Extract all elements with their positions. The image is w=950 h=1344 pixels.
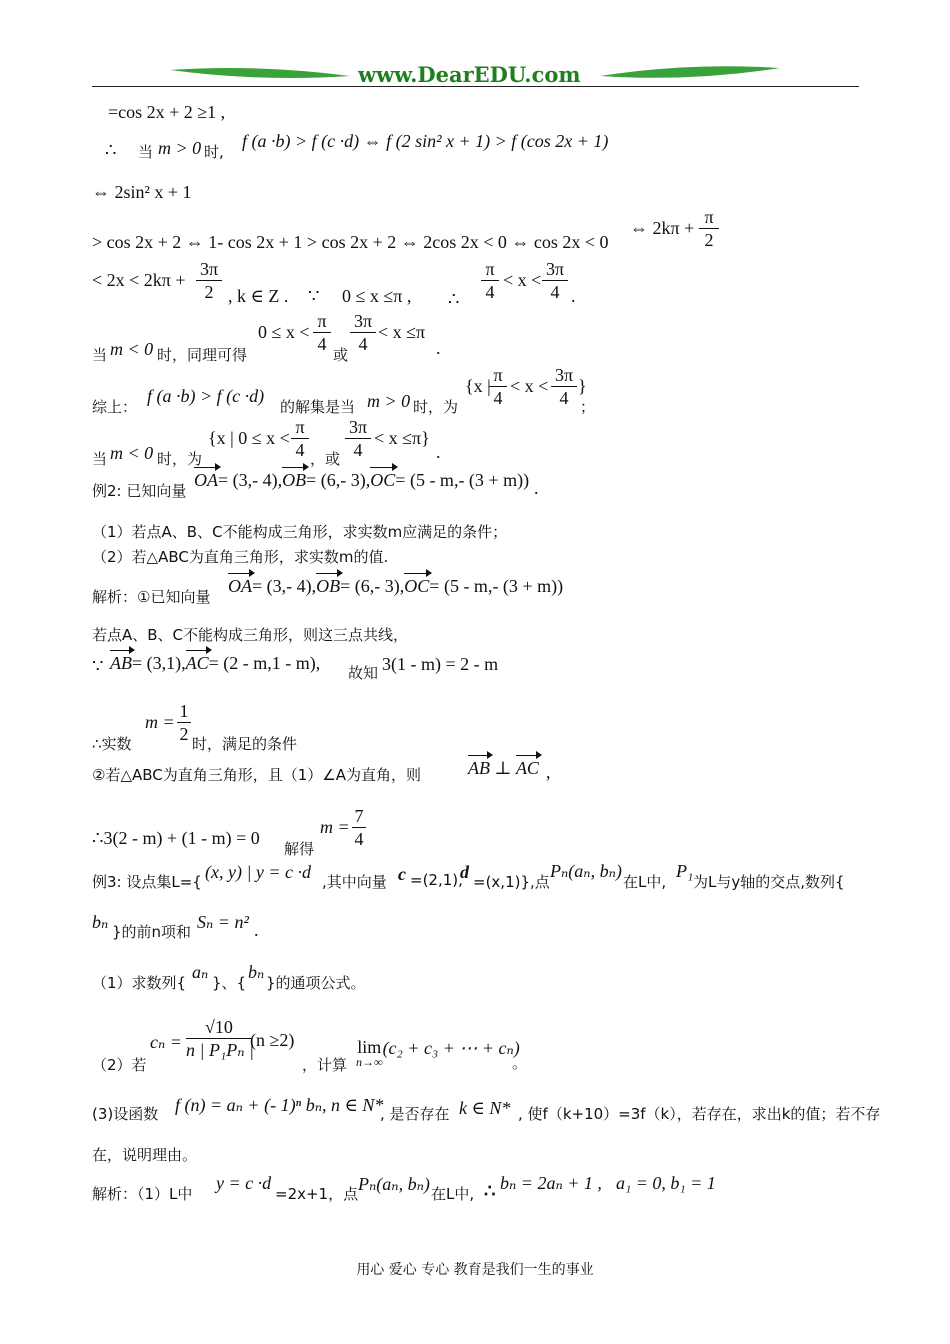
inequality-f: f (a ·b) > f (c ·d) ⇔ f (2 sin² x + 1) > f (cos 2x + 1) <box>242 131 609 151</box>
text-jiaodian: 为L与y轴的交点,数列{ <box>693 873 845 891</box>
set-open-2: {x | 0 ≤ x < <box>208 428 290 448</box>
text-zaiL: 在L中, <box>623 873 667 891</box>
text-tongli: 时，同理可得 <box>157 346 248 364</box>
text-jieji: 的解集是当 <box>280 398 356 416</box>
text-qiann: }的前n项和 <box>112 923 192 941</box>
point-Pn: Pₙ(aₙ, bₙ) <box>550 861 622 881</box>
solution-3-e: 在L中, <box>431 1185 475 1203</box>
ab-perp-ac: AB ⊥ AC <box>468 758 539 778</box>
m-gt-0: m > 0 <box>158 138 202 158</box>
frac-1-2: $\frac{1}{2}$ <box>177 700 191 745</box>
limit: lim n→∞ (c₂ + c₃ + ⋯ + cₙ) <box>356 1037 520 1069</box>
part-1-a: （1）求数列{ <box>92 974 187 992</box>
example-2-vectors: OA= (3,- 4),OB= (6,- 3),OC= (5 - m,- (3 + m)) <box>194 470 530 490</box>
solution-3-c: =2x+1，点 <box>275 1185 359 1203</box>
vector-d: d <box>460 862 469 882</box>
text-huo-2: ，或 <box>310 450 341 468</box>
frac-pi-4: $\frac{\pi}{4}$ <box>481 258 499 303</box>
lt-x-lt: < x < <box>503 270 542 290</box>
text-manzu: 时，满足的条件 <box>192 735 298 753</box>
line-3: ⇔ 2sin² x + 1 <box>92 182 192 202</box>
part-2-a: （2）若 <box>92 1056 147 1074</box>
solution-intro: 解析：①已知向量 <box>92 588 211 606</box>
therefore-symbol-3: ∴ <box>484 1181 496 1201</box>
frac-7-4: $\frac{7}{4}$ <box>352 805 366 850</box>
lt-x-le-pi: < x ≤π <box>378 322 426 342</box>
point-P1: P₁ <box>676 861 694 881</box>
part-1-b: }、{ <box>212 974 247 992</box>
line-5b: , k ∈ Z . <box>228 286 289 306</box>
text-jisuan: ，计算 <box>302 1056 348 1074</box>
set-open: {x | <box>465 376 491 396</box>
n-geq-2: (n ≥2) <box>250 1030 295 1050</box>
sn-eq: Sₙ = n² <box>197 912 249 932</box>
part-3-c: , 是否存在 <box>380 1105 450 1123</box>
frac-pi-4-c: $\frac{\pi}{4}$ <box>489 364 507 409</box>
equation-2: ∴3(2 - m) + (1 - m) = 0 <box>92 828 260 848</box>
set-close: } <box>578 376 587 396</box>
period-3: . <box>436 442 441 462</box>
frac-pi-4-d: $\frac{\pi}{4}$ <box>291 416 309 461</box>
part-3-e: , 使f（k+10）=3f（k），若存在，求出k的值；若不存 <box>518 1105 881 1123</box>
line-4b: ⇔ 2kπ + <box>630 218 695 238</box>
question-2: （2）若△ABC为直角三角形，求实数m的值. <box>92 548 389 566</box>
collinear-text: 若点A、B、C不能构成三角形，则这三点共线， <box>92 626 409 644</box>
text-huo: 或 <box>333 346 349 364</box>
frac-3pi-4-c: $\frac{3\pi}{4}$ <box>551 364 577 409</box>
k-in-N: k ∈ N* <box>459 1098 511 1118</box>
therefore-symbol: ∴ <box>105 140 117 160</box>
m-equals: m = <box>145 712 175 732</box>
period-2: . <box>436 338 441 358</box>
header-rule <box>92 86 859 87</box>
bn-symbol: bₙ <box>92 912 109 932</box>
text-shi: 时, <box>204 143 224 161</box>
comma: , <box>546 762 551 782</box>
text-dang-3: 当 <box>92 450 108 468</box>
line-5d: 0 ≤ x ≤π , <box>342 286 412 306</box>
text-shi-wei: 时，为 <box>413 398 459 416</box>
vector-c: c <box>398 864 406 884</box>
part-3-f: 在，说明理由。 <box>92 1146 198 1164</box>
frac-3pi-4-b: $\frac{3\pi}{4}$ <box>350 310 376 355</box>
text-zongshang: 综上： <box>92 398 138 416</box>
question-1: （1）若点A、B、C不能构成三角形，求实数m应满足的条件； <box>92 523 508 541</box>
solution-3-a: 解析：（1）L中 <box>92 1185 193 1203</box>
frac-3pi-4: $\frac{3\pi}{4}$ <box>542 258 568 303</box>
f-ab-cd: f (a ·b) > f (c ·d) <box>147 386 265 406</box>
vector-OA: OA <box>194 470 218 490</box>
part-3-a: (3)设函数 <box>92 1105 159 1123</box>
example-3-intro: 例3: 设点集L={ <box>92 873 202 891</box>
part-1-c: }的通项公式。 <box>266 974 366 992</box>
function-f: f (n) = aₙ + (- 1)ⁿ bₙ, n ∈ N* <box>175 1095 384 1115</box>
period-5: . <box>254 920 259 940</box>
bn-eq: bₙ = 2aₙ + 1 , <box>500 1173 602 1193</box>
because-symbol: ∵ <box>308 286 320 306</box>
text-dang: 当 <box>138 143 154 161</box>
vector-AC: AC <box>185 653 209 673</box>
line-1: =cos 2x + 2 ≥1 , <box>108 102 226 122</box>
footer-slogan: 用心 爱心 专心 教育是我们一生的事业 <box>356 1262 594 1278</box>
bn-symbol-2: bₙ <box>248 962 265 982</box>
point-Pn-2: Pₙ(aₙ, bₙ) <box>358 1174 430 1194</box>
period: . <box>571 286 576 306</box>
period-4: . <box>534 478 539 498</box>
header-banner <box>170 60 780 88</box>
an-symbol: aₙ <box>192 962 209 982</box>
y-eq-cd: y = c ·d <box>216 1173 272 1193</box>
case-2-text: ②若△ABC为直角三角形，且（1）∠A为直角，则 <box>92 766 421 784</box>
frac-pi-4-b: $\frac{\pi}{4}$ <box>313 310 331 355</box>
d-value: =(x,1)},点 <box>473 873 550 891</box>
vector-OC: OC <box>370 470 396 490</box>
line-5a: < 2x < 2kπ + <box>92 270 186 290</box>
because-symbol-2: ∵ <box>92 656 104 676</box>
equation-1: 3(1 - m) = 2 - m <box>382 654 499 674</box>
set-L: (x, y) | y = c ·d <box>205 862 312 882</box>
m-lt-0: m < 0 <box>110 339 154 359</box>
text-guzhi: 故知 <box>348 664 379 682</box>
ab-ac-vectors: AB= (3,1),AC= (2 - m,1 - m), <box>110 653 321 673</box>
lt-x-lt-b: < x < <box>510 376 549 396</box>
lt-x-le-pi-2: < x ≤π} <box>374 428 430 448</box>
m-equals-2: m = <box>320 817 350 837</box>
frac-pi-2: $\frac{\pi}{2}$ <box>699 206 719 251</box>
text-jiede: 解得 <box>284 840 315 858</box>
text-qizhong: ,其中向量 <box>322 873 387 891</box>
text-shishu: ∴实数 <box>92 735 132 753</box>
frac-3pi-2: $\frac{3\pi}{2}$ <box>196 258 222 303</box>
solution-vectors: OA= (3,- 4),OB= (6,- 3),OC= (5 - m,- (3 + m)) <box>228 576 564 596</box>
frac-cn: $\frac{√10}{\text{n | P₁Pₙ |}}$ <box>186 1017 254 1060</box>
text-shi-wei-2: 时，为 <box>157 450 203 468</box>
zero-le-x: 0 ≤ x < <box>258 322 310 342</box>
frac-3pi-4-d: $\frac{3\pi}{4}$ <box>345 416 371 461</box>
therefore-symbol-2: ∴ <box>448 289 460 309</box>
example-2-intro: 例2: 已知向量 <box>92 482 187 500</box>
m-gt-0-b: m > 0 <box>367 391 411 411</box>
site-title[interactable]: www.DearEDU.com <box>358 62 581 87</box>
text-dang-2: 当 <box>92 346 108 364</box>
semicolon: ； <box>580 398 596 416</box>
vector-OB: OB <box>282 470 307 490</box>
m-lt-0-b: m < 0 <box>110 443 154 463</box>
line-4: > cos 2x + 2 ⇔ 1- cos 2x + 1 > cos 2x + 2 ⇔ 2cos 2x < 0 ⇔ cos 2x < 0 <box>92 232 609 252</box>
cn-equals: cₙ = <box>150 1032 182 1052</box>
a1-b1: a₁ = 0, b₁ = 1 <box>616 1173 716 1193</box>
period-6: 。 <box>512 1054 528 1072</box>
vector-AB: AB <box>110 653 132 673</box>
c-value: =(2,1), <box>410 871 463 889</box>
